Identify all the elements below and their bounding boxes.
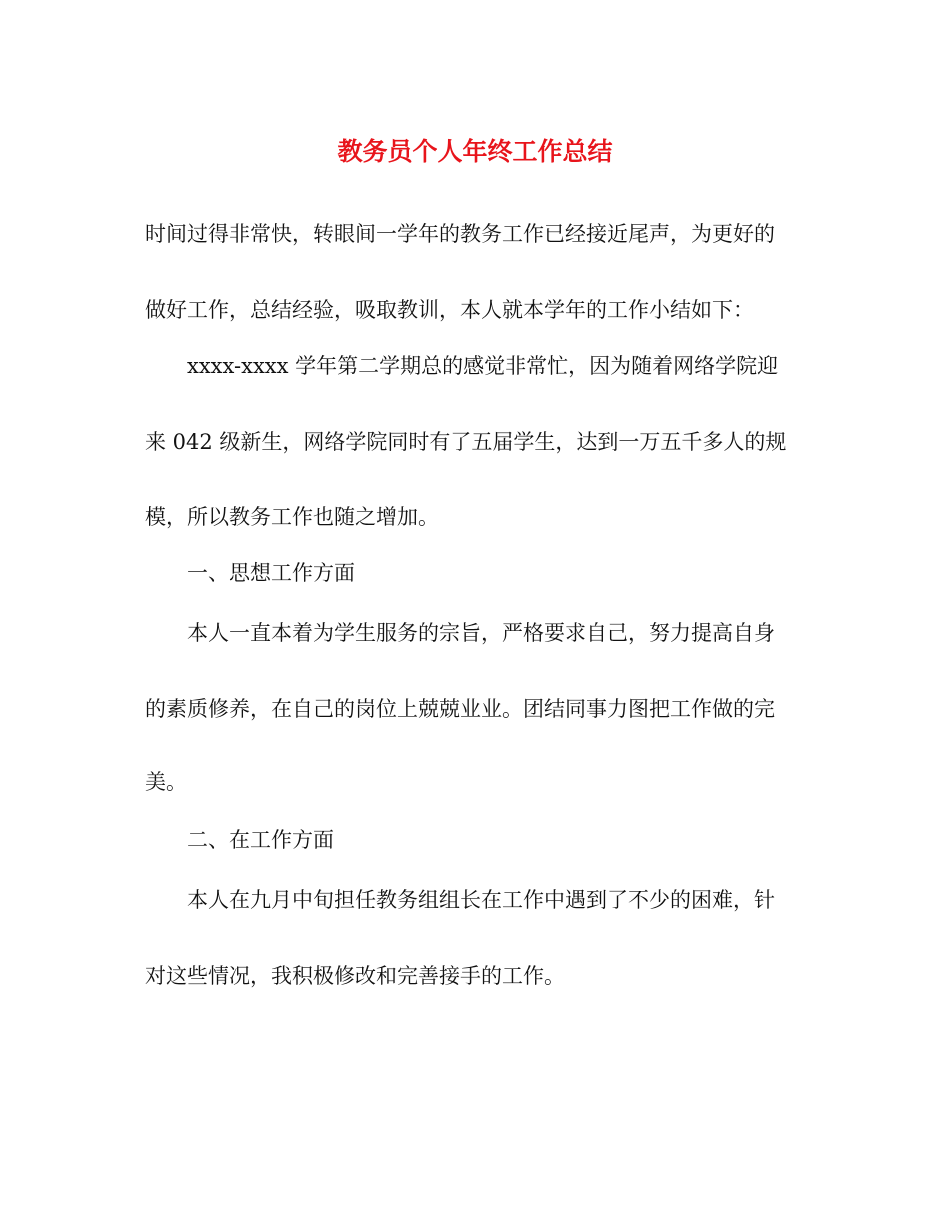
section-heading: 二、在工作方面	[187, 828, 334, 852]
paragraph-line: xxxx-xxxx 学年第二学期总的感觉非常忙，因为随着网络学院迎	[187, 354, 779, 378]
paragraph-line: 做好工作，总结经验，吸取教训，本人就本学年的工作小结如下：	[145, 298, 754, 322]
document-title: 教务员个人年终工作总结	[337, 137, 613, 166]
paragraph-line: 美。	[145, 770, 187, 794]
section-heading: 一、思想工作方面	[187, 561, 355, 585]
paragraph-line: 对这些情况，我积极修改和完善接手的工作。	[145, 964, 565, 988]
paragraph-line: 时间过得非常快，转眼间一学年的教务工作已经接近尾声，为更好的	[145, 222, 775, 246]
paragraph-line: 模，所以教务工作也随之增加。	[145, 505, 439, 529]
paragraph-line: 本人在九月中旬担任教务组组长在工作中遇到了不少的困难，针	[187, 888, 775, 912]
paragraph-line: 的素质修养，在自己的岗位上兢兢业业。团结同事力图把工作做的完	[145, 697, 775, 721]
paragraph-line: 本人一直本着为学生服务的宗旨，严格要求自己，努力提高自身	[187, 621, 775, 645]
paragraph-line: 来 042 级新生，网络学院同时有了五届学生，达到一万五千多人的规	[145, 430, 787, 454]
